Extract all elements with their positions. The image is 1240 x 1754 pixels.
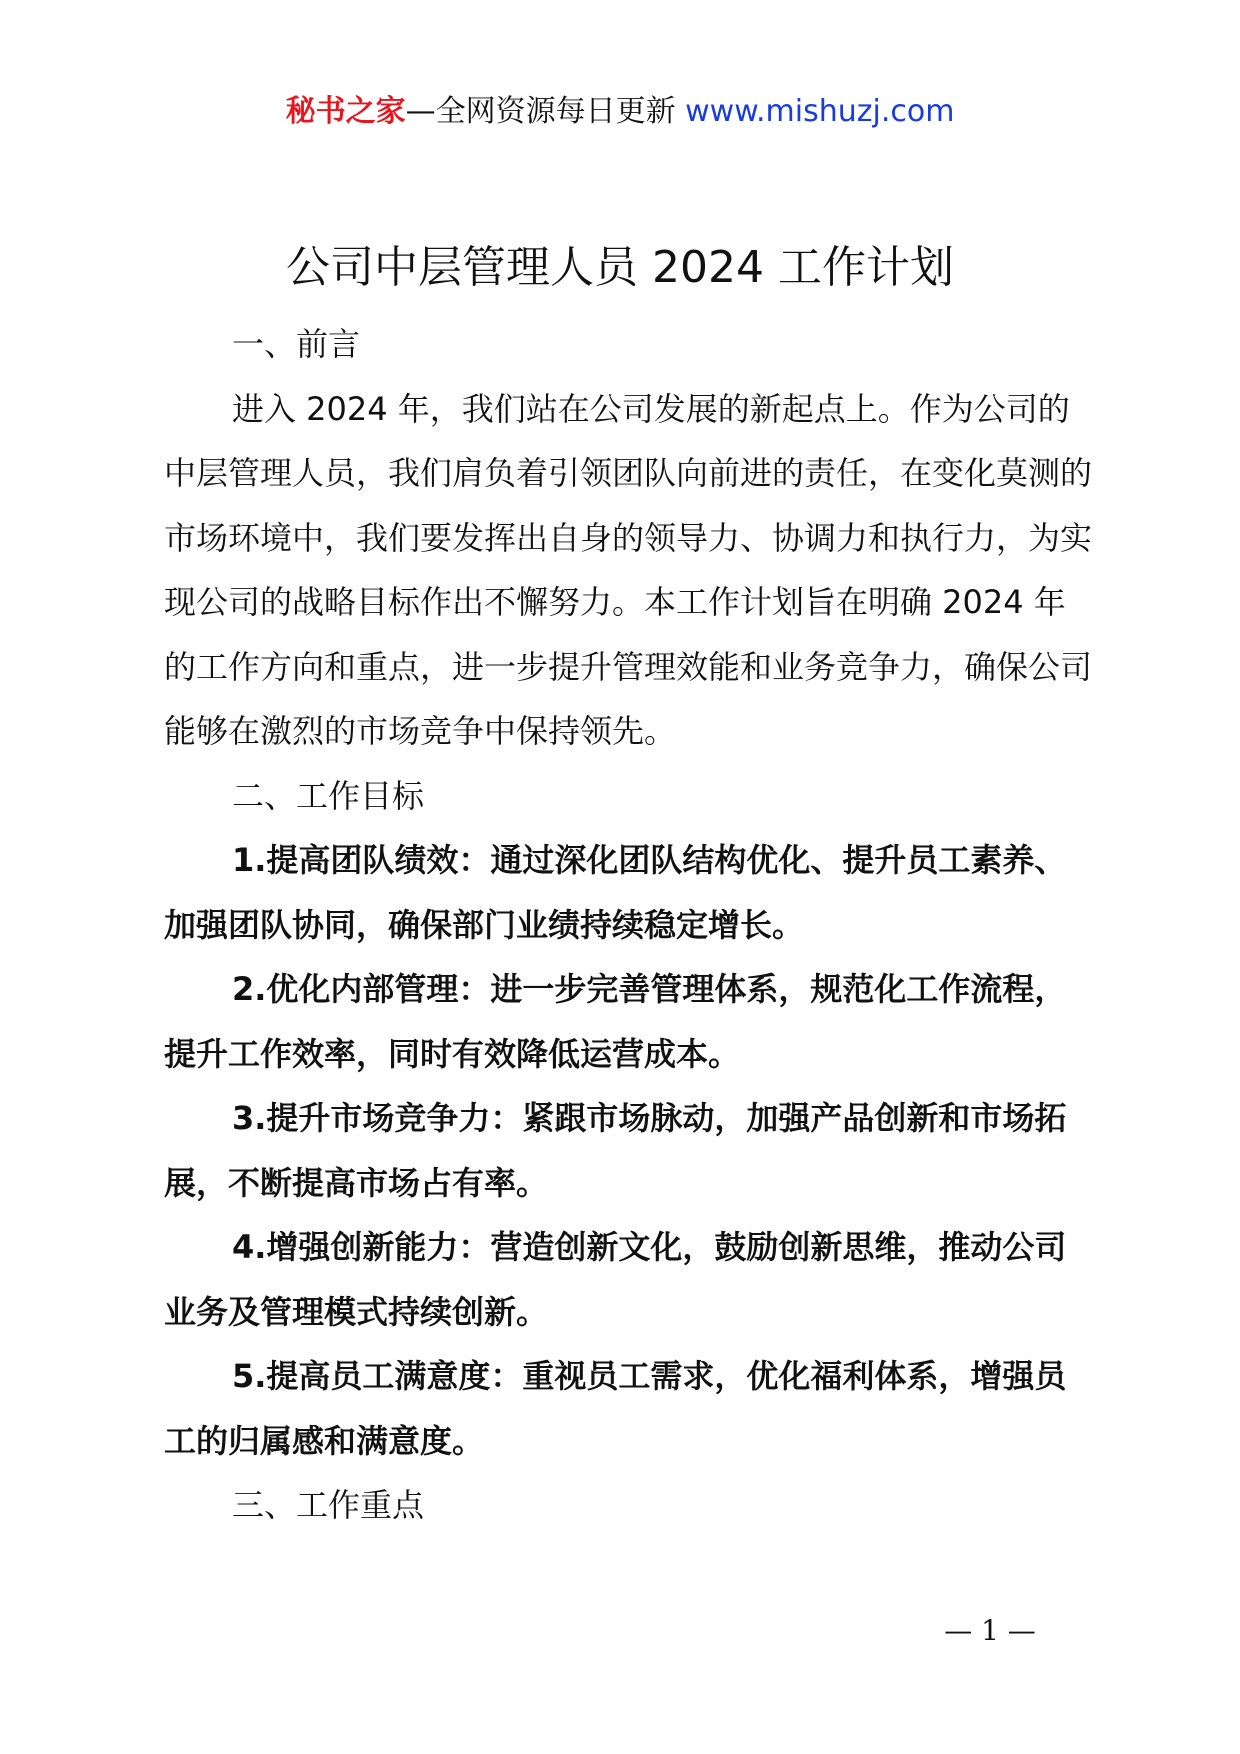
goal-item: 2.优化内部管理：进一步完善管理体系，规范化工作流程，提升工作效率，同时有效降低运营成本。 [164,970,1067,1073]
site-url-link[interactable]: www.mishuzj.com [685,94,955,129]
goal-item: 3.提升市场竞争力：紧跟市场脉动，加强产品创新和市场拓展，不断提高市场占有率。 [164,1099,1067,1202]
goal-item: 1.提高团队绩效：通过深化团队结构优化、提升员工素养、加强团队协同，确保部门业绩持续稳定增长。 [164,841,1067,944]
goal-item: 4.增强创新能力：营造创新文化，鼓励创新思维，推动公司业务及管理模式持续创新。 [164,1228,1067,1331]
brand-name: 秘书之家 [285,94,406,129]
section-heading-preface: 一、前言 [232,325,361,363]
document-body [164,312,1094,1538]
document-title: 公司中层管理人员 2024 工作计划 [286,242,954,293]
goal-item: 5.提高员工满意度：重视员工需求，优化福利体系，增强员工的归属感和满意度。 [164,1357,1067,1460]
site-header [0,92,1240,132]
header-slogan: —全网资源每日更新 [405,94,676,129]
section-heading-goals: 二、工作目标 [232,776,425,815]
section-heading-focus: 三、工作重点 [232,1486,425,1524]
intro-paragraph: 进入 2024 年，我们站在公司发展的新起点上。作为公司的中层管理人员，我们肩负着引领团队向前进的责任，在变化莫测的市场环境中，我们要发挥出自身的领导力、协调力和执行力，为实现公司的战略目标作出不懈努力。本工作计划旨在明确 2024 年的工作方向和重点，进一步提升管理效能和业务竞争力，确保公司能够在激烈的市场竞争中保持领先。 [164,389,1093,750]
page-number: — 1 — [944,1614,1036,1647]
